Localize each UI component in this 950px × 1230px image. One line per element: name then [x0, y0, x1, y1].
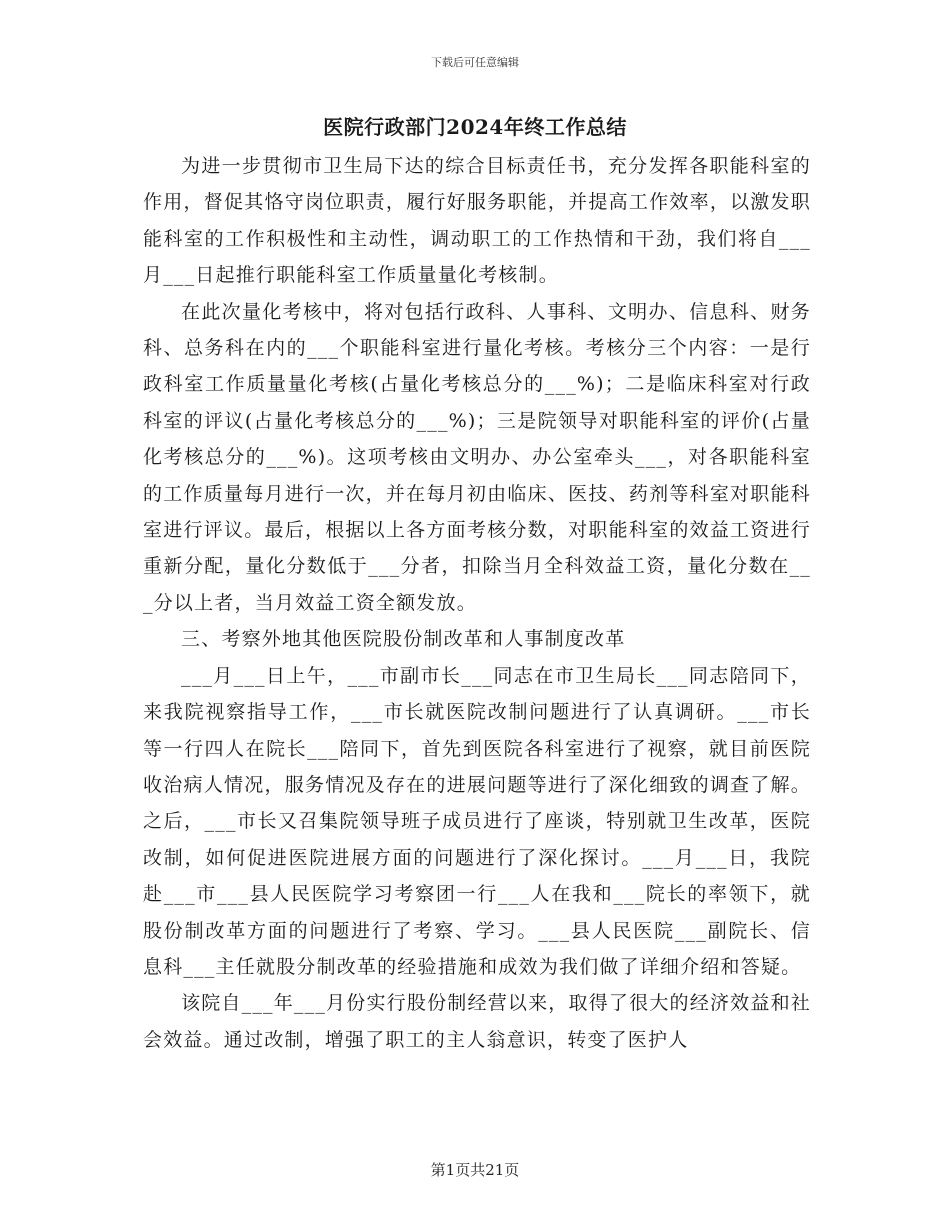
section-heading-3: 三、考察外地其他医院股份制改革和人事制度改革 [181, 628, 626, 651]
header-note: 下载后可任意编辑 [431, 56, 519, 69]
paragraph-inspection-visit: ___月___日上午，___市副市长___同志在市卫生局长___同志陪同下，来我院视察指导工作，___市长就医院改制问题进行了认真调研。___市长等一行四人在院长___陪同下，首先到医院各科室进行了视察，就目前医院收治病人情况，服务情况及存在的进展问题等进行了深化细致的调查了解。之后，___市长又召集院领导班子成员进行了座谈，特别就卫生改革，医院改制，如何促进医院进展方面的问题进行了深化探讨。___月___日，我院赴___市___县人民医院学习考察团一行___人在我和___院长的率领下，就股份制改革方面的问题进行了考察、学习。___县人民医院___副院长、信息科___主任就股分制改革的经验措施和成效为我们做了详细介绍和答疑。 [143, 664, 811, 978]
paragraph-intro: 为进一步贯彻市卫生局下达的综合目标责任书，充分发挥各职能科室的作用，督促其恪守岗位职责，履行好服务职能，并提高工作效率，以激发职能科室的工作积极性和主动性，调动职工的工作热情和干劲，我们将自___月___日起推行职能科室工作质量量化考核制。 [143, 155, 811, 287]
paragraph-quantitative-assessment: 在此次量化考核中，将对包括行政科、人事科、文明办、信息科、财务科、总务科在内的___个职能科室进行量化考核。考核分三个内容：一是行政科室工作质量量化考核(占量化考核总分的___%)；二是临床科室对行政科室的评议(占量化考核总分的___%)；三是院领导对职能科室的评价(占量化考核总分的___%)。这项考核由文明办、办公室牵头___，对各职能科室的工作质量每月进行一次，并在每月初由临床、医技、药剂等科室对职能科室进行评议。最后，根据以上各方面考核分数，对职能科室的效益工资进行重新分配，量化分数低于___分者，扣除当月全科效益工资，量化分数在___分以上者，当月效益工资全额发放。 [143, 300, 811, 614]
document-title: 医院行政部门2024年终工作总结 [323, 115, 627, 139]
page-footer: 第1页共21页 [430, 1161, 520, 1179]
document-body [143, 148, 811, 1058]
paragraph-shareholding-reform: 该院自___年___月份实行股份制经营以来，取得了很大的经济效益和社会效益。通过改制，增强了职工的主人翁意识，转变了医护人 [143, 992, 811, 1051]
